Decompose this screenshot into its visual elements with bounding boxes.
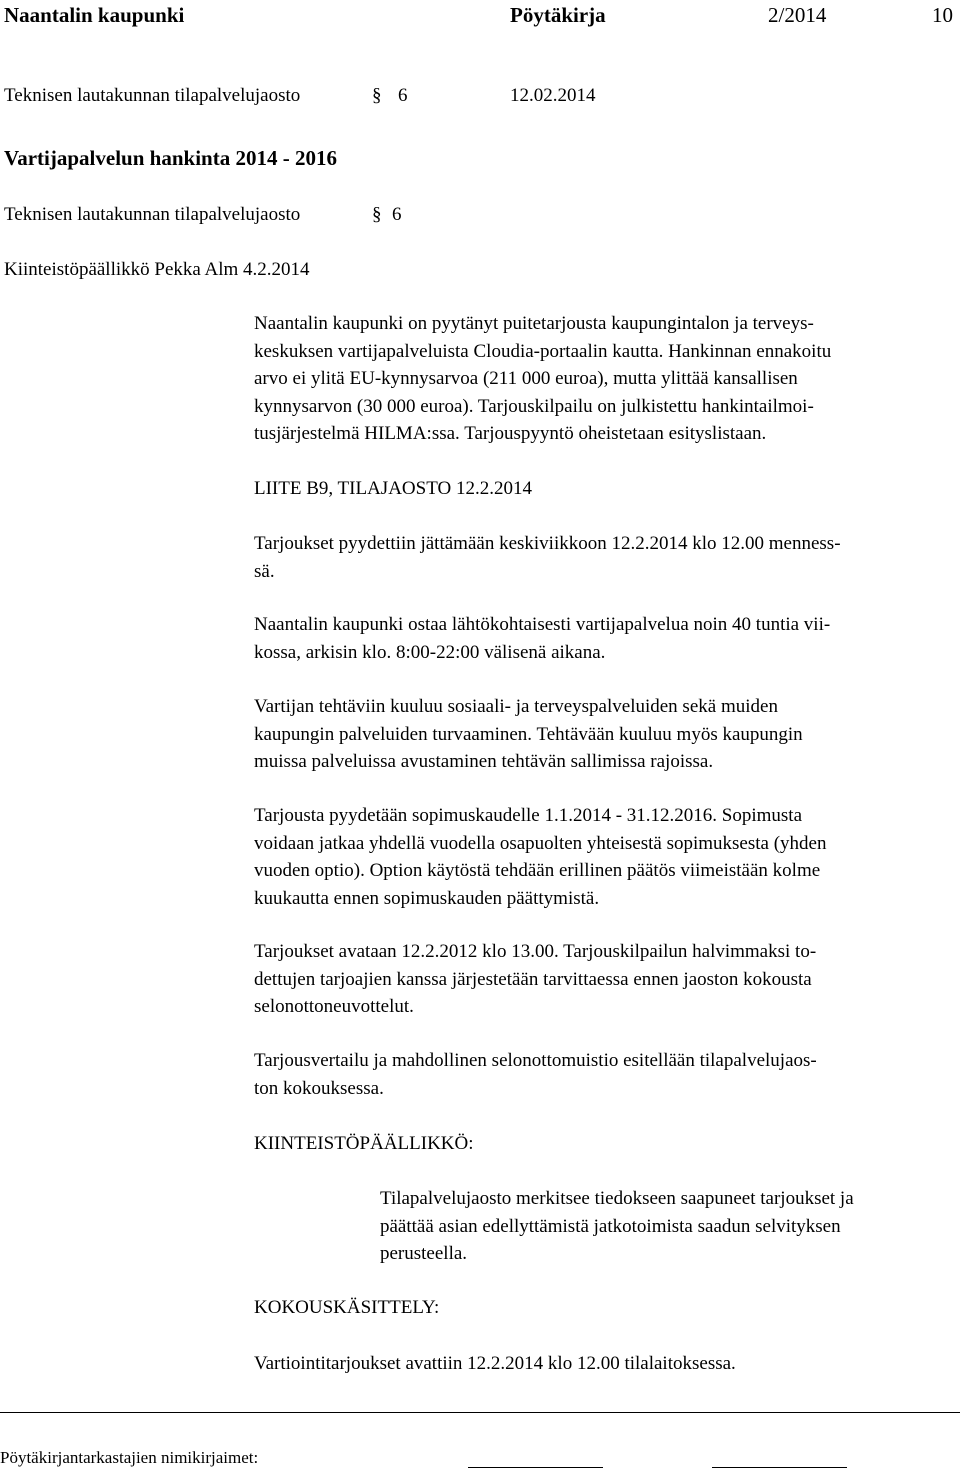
footer-label: Pöytäkirjantarkastajien nimikirjaimet:	[0, 1448, 259, 1467]
paragraph-line: dettujen tarjoajien kanssa järjestetään tarvittaessa ennen jaoston kokousta	[254, 968, 812, 990]
item-preparer: Kiinteistöpäällikkö Pekka Alm 4.2.2014	[4, 259, 310, 280]
proposal-line: Tilapalvelujaosto merkitsee tiedokseen saapuneet tarjoukset ja	[380, 1188, 854, 1209]
signature-line-2	[712, 1467, 847, 1468]
paragraph-line: ton kokouksessa.	[254, 1077, 384, 1099]
item-title: Vartijapalvelun hankinta 2014 - 2016	[4, 146, 337, 170]
paragraph-4	[254, 611, 960, 666]
header-issue: 2/2014	[768, 3, 827, 27]
paragraph-line: Naantalin kaupunki ostaa lähtökohtaisesti vartijapalvelua noin 40 tuntia vii-	[254, 614, 831, 635]
meeting-body: Teknisen lautakunnan tilapalvelujaosto	[4, 85, 301, 106]
paragraph-line: sä.	[254, 560, 275, 582]
footer-divider	[0, 1412, 960, 1413]
paragraph-1	[254, 310, 960, 448]
meeting-handling-text: Vartiointitarjoukset avattiin 12.2.2014 klo 12.00 tilalaitoksessa.	[254, 1353, 736, 1374]
paragraph-line: kynnysarvon (30 000 euroa). Tarjouskilpailu on julkistettu hankintailmoi-	[254, 395, 814, 417]
paragraph-line: Tarjoukset pyydettiin jättämään keskiviikkoon 12.2.2014 klo 12.00 menness-	[254, 533, 841, 554]
paragraph-line: keskuksen vartijapalveluista Cloudia-portaalin kautta. Hankinnan ennakoitu	[254, 340, 832, 362]
paragraph-line: tusjärjestelmä HILMA:ssa. Tarjouspyyntö oheistetaan esityslistaan.	[254, 423, 767, 444]
paragraph-attachment	[254, 475, 960, 503]
paragraph-line: Tarjoukset avataan 12.2.2012 klo 13.00. Tarjouskilpailun halvimmaksi to-	[254, 941, 817, 962]
header-org: Naantalin kaupunki	[4, 3, 185, 27]
paragraph-line: arvo ei ylitä EU-kynnysarvoa (211 000 euroa), mutta ylittää kansallisen	[254, 368, 798, 389]
meeting-section-mark: §	[372, 85, 382, 106]
paragraph-line: Vartijan tehtäviin kuuluu sosiaali- ja terveyspalveluiden sekä muiden	[254, 696, 778, 717]
paragraph-5	[254, 693, 960, 776]
proposal-line: perusteella.	[380, 1243, 468, 1264]
paragraph-line: kuukautta ennen sopimuskauden päättymistä.	[254, 887, 600, 909]
proposal-text	[380, 1185, 960, 1268]
proposal-line: päättää asian edellyttämistä jatkotoimista saadun selvityksen	[380, 1215, 841, 1237]
paragraph-3	[254, 530, 960, 585]
paragraph-6	[254, 802, 960, 912]
paragraph-line: LIITE B9, TILAJAOSTO 12.2.2014	[254, 478, 532, 499]
item-section-mark: §	[372, 204, 382, 225]
paragraph-line: vuoden optio). Option käytöstä tehdään erillinen päätös viimeistään kolme	[254, 860, 821, 881]
paragraph-line: Tarjousvertailu ja mahdollinen selonottomuistio esitellään tilapalvelujaos-	[254, 1050, 817, 1071]
header-page-number: 10	[932, 3, 953, 27]
paragraph-7	[254, 938, 960, 1021]
meeting-handling-heading: KOKOUSKÄSITTELY:	[254, 1297, 440, 1318]
item-section: 6	[392, 204, 402, 225]
paragraph-line: voidaan jatkaa yhdellä vuodella osapuolten yhteisestä sopimuksesta (yhden	[254, 832, 827, 854]
paragraph-line: Naantalin kaupunki on pyytänyt puitetarjousta kaupungintalon ja terveys-	[254, 313, 814, 334]
paragraph-line: kaupungin palveluiden turvaaminen. Tehtävään kuuluu myös kaupungin	[254, 723, 803, 745]
meeting-date: 12.02.2014	[510, 85, 596, 106]
paragraph-line: selonottoneuvottelut.	[254, 996, 414, 1017]
proposal-heading: KIINTEISTÖPÄÄLLIKKÖ:	[254, 1133, 474, 1154]
header-doc-type: Pöytäkirja	[510, 3, 606, 27]
paragraph-line: Tarjousta pyydetään sopimuskaudelle 1.1.2014 - 31.12.2016. Sopimusta	[254, 805, 803, 826]
paragraph-8	[254, 1047, 960, 1102]
item-body-line: Teknisen lautakunnan tilapalvelujaosto	[4, 204, 301, 225]
paragraph-line: muissa palveluissa avustaminen tehtävän sallimissa rajoissa.	[254, 751, 714, 772]
meeting-section: 6	[398, 85, 408, 106]
signature-line-1	[468, 1467, 603, 1468]
paragraph-line: kossa, arkisin klo. 8:00-22:00 välisenä aikana.	[254, 641, 606, 663]
